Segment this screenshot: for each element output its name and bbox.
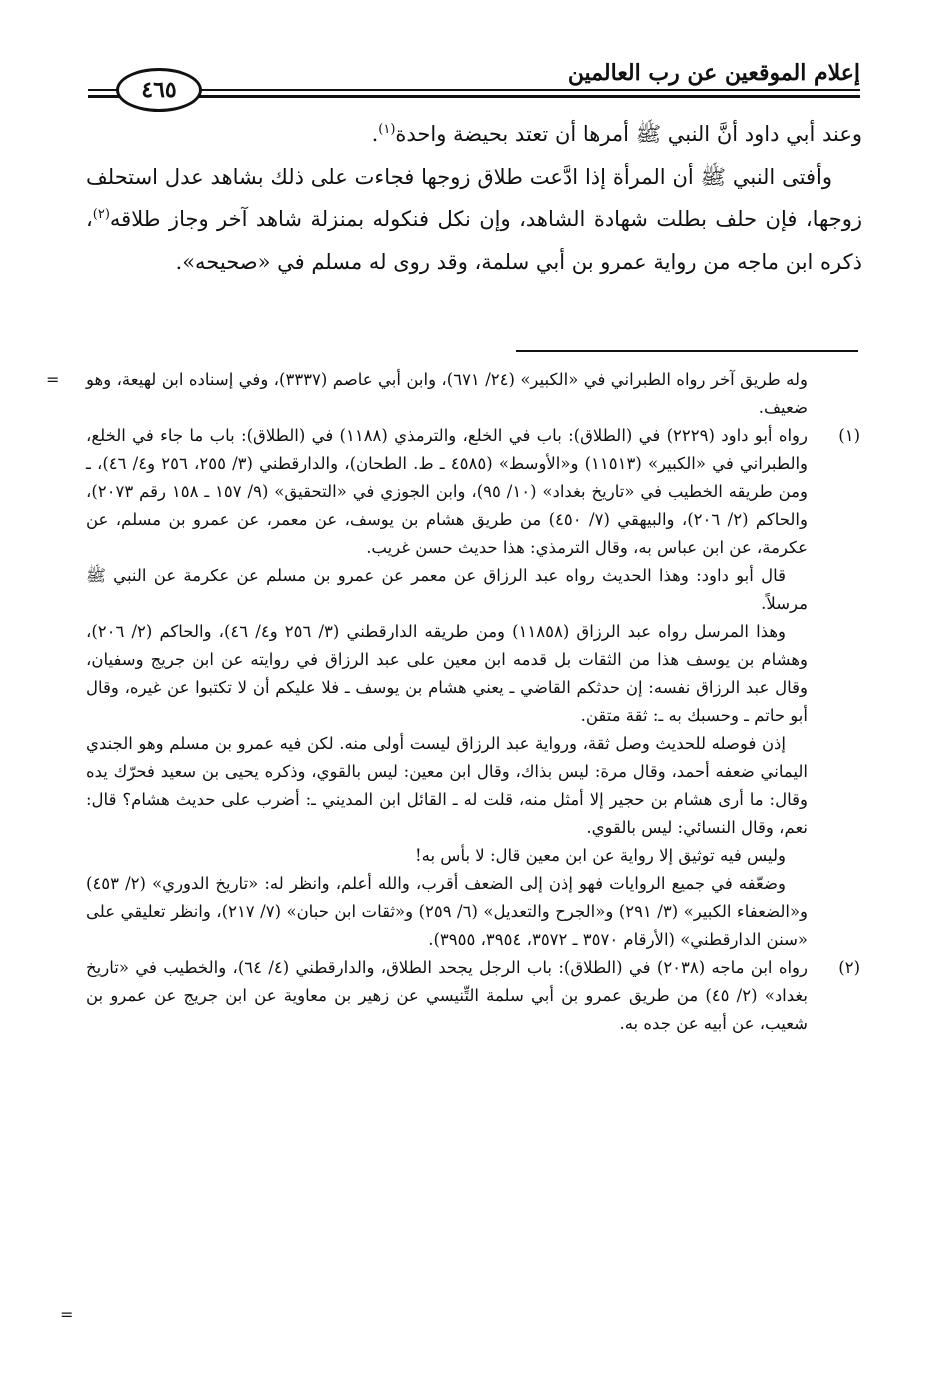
continuation-marker: = [46,370,60,389]
footnote-paragraph: وضعّفه في جميع الروايات فهو إذن إلى الضعف أقرب، والله أعلم، وانظر له: «تاريخ الدوري» (٢/ ٤٥٣) و«الضعفاء الكبير» (٣/ ٢٩١) و«الجرح والتعديل» (٦/ ٢٥٩) و«ثقات ابن حبان» (٧/ ٢١٧)، وانظر تعليقي على «سنن الدارقطني» (الأرقام ٣٥٧٠ ـ ٣٥٧٢، ٣٩٥٤، ٣٩٥٥). [86,874,809,949]
paragraph: وأفتى النبي ﷺ أن المرأة إذا ادَّعت طلاق زوجها فجاءت على ذلك بشاهد عدل استحلف زوجها، فإن حلف بطلت شهادة الشاهد، وإن نكل فنكوله بمنزلة شاهد آخر وجاز طلاقه$^{(٢)}$، ذكره ابن ماجه من رواية عمرو بن أبي سلمة، وقد روى له مسلم في «صحيحه». [86,164,862,274]
header-rule-thick [88,95,860,98]
main-text [86,113,862,283]
book-title: إعلام الموقعين عن رب العالمين [567,60,860,86]
footnote-paragraph: إذن فوصله للحديث وصل ثقة، ورواية عبد الرزاق ليست أولى منه. لكن فيه عمرو بن مسلم وهو الجندي اليماني ضعفه أحمد، وقال مرة: ليس بذاك، وقال ابن معين: ليس بالقوي، وذكره يحيى بن سعيد فحرّك يده وقال: ما أرى هشام بن حجير إلا أمثل منه، قلت له ـ القائل ابن المديني ـ: أضرب على حديث هشام؟ قال: نعم، وقال النسائي: ليس بالقوي. [86,734,808,837]
footnote-number: (٢) [838,958,860,977]
continuation-marker-end: = [60,1305,74,1324]
footnote-1: (١) رواه أبو داود (٢٢٢٩) في (الطلاق): باب في الخلع، والترمذي (١١٨٨) في (الطلاق): باب ما جاء في الخلع، والطبراني في «الكبير» (١١٥١٣) و«الأوسط» (٤٥٨٥ ـ ط. الطحان)، والدارقطني (٣/ ٢٥٥، ٢٥٦ و٤/ ٤٦)، ـ ومن طريقه الخطيب في «تاريخ بغداد» (١٠/ ٩٥)، وابن الجوزي في «التحقيق» (٩/ ١٥٧ ـ ١٥٨ رقم ٢٠٧٣)، والحاكم (٢/ ٢٠٦)، والبيهقي (٧/ ٤٥٠) من طريق هشام بن يوسف، عن معمر، عن عمرو بن مسلم، عن عكرمة، عن ابن عباس به، وقال الترمذي: هذا حديث حسن غريب. [86,422,860,562]
footnote-paragraph: وهذا المرسل رواه عبد الرزاق (١١٨٥٨) ومن طريقه الدارقطني (٣/ ٢٥٦ و٤/ ٤٦)، والحاكم (٢/ ٢٠٦)، وهشام بن يوسف هذا من الثقات بل قدمه ابن معين على عبد الرزاق في روايته عن ابن جريج وسفيان، وقال عبد الرزاق نفسه: إن حدثكم القاضي ـ يعني هشام بن يوسف ـ فلا عليكم أن لا تكتبوا عن غيره، وقال أبو حاتم ـ وحسبك به ـ: ثقة متقن. [86,622,808,725]
page-header [88,52,860,103]
header-rule [88,89,860,91]
footnote-2: (٢) رواه ابن ماجه (٢٠٣٨) في (الطلاق): باب الرجل يجحد الطلاق، والدارقطني (٤/ ٦٤)، والخطيب في «تاريخ بغداد» (٢/ ٤٥) من طريق عمرو بن أبي سلمة التِّنيسي عن زهير بن معاوية عن ابن جريج عن عمرو بن شعيب، عن أبيه عن جده به. [86,954,860,1038]
footnote-separator [516,350,858,352]
footnote-continuation: = وله طريق آخر رواه الطبراني في «الكبير» (٢٤/ ٦٧١)، وابن أبي عاصم (٣٣٣٧)، وفي إسناده ابن لهيعة، وهو ضعيف. [86,366,860,422]
footnotes [46,366,860,1038]
footnote-ref: (١) [378,122,396,137]
footnote-number: (١) [838,426,860,445]
page-number: ٤٦٥ [116,68,202,112]
footnote-ref: (٢) [92,207,110,222]
paragraph: وعند أبي داود أنَّ النبي ﷺ أمرها أن تعتد بحيضة واحدة$^{(١)}$. [371,122,862,146]
footnote-paragraph: وليس فيه توثيق إلا رواية عن ابن معين قال: لا بأس به! [414,846,786,865]
footnote-paragraph: قال أبو داود: وهذا الحديث رواه عبد الرزاق عن معمر عن عمرو بن مسلم عن عكرمة عن النبي ﷺ مرسلاً. [86,566,808,613]
